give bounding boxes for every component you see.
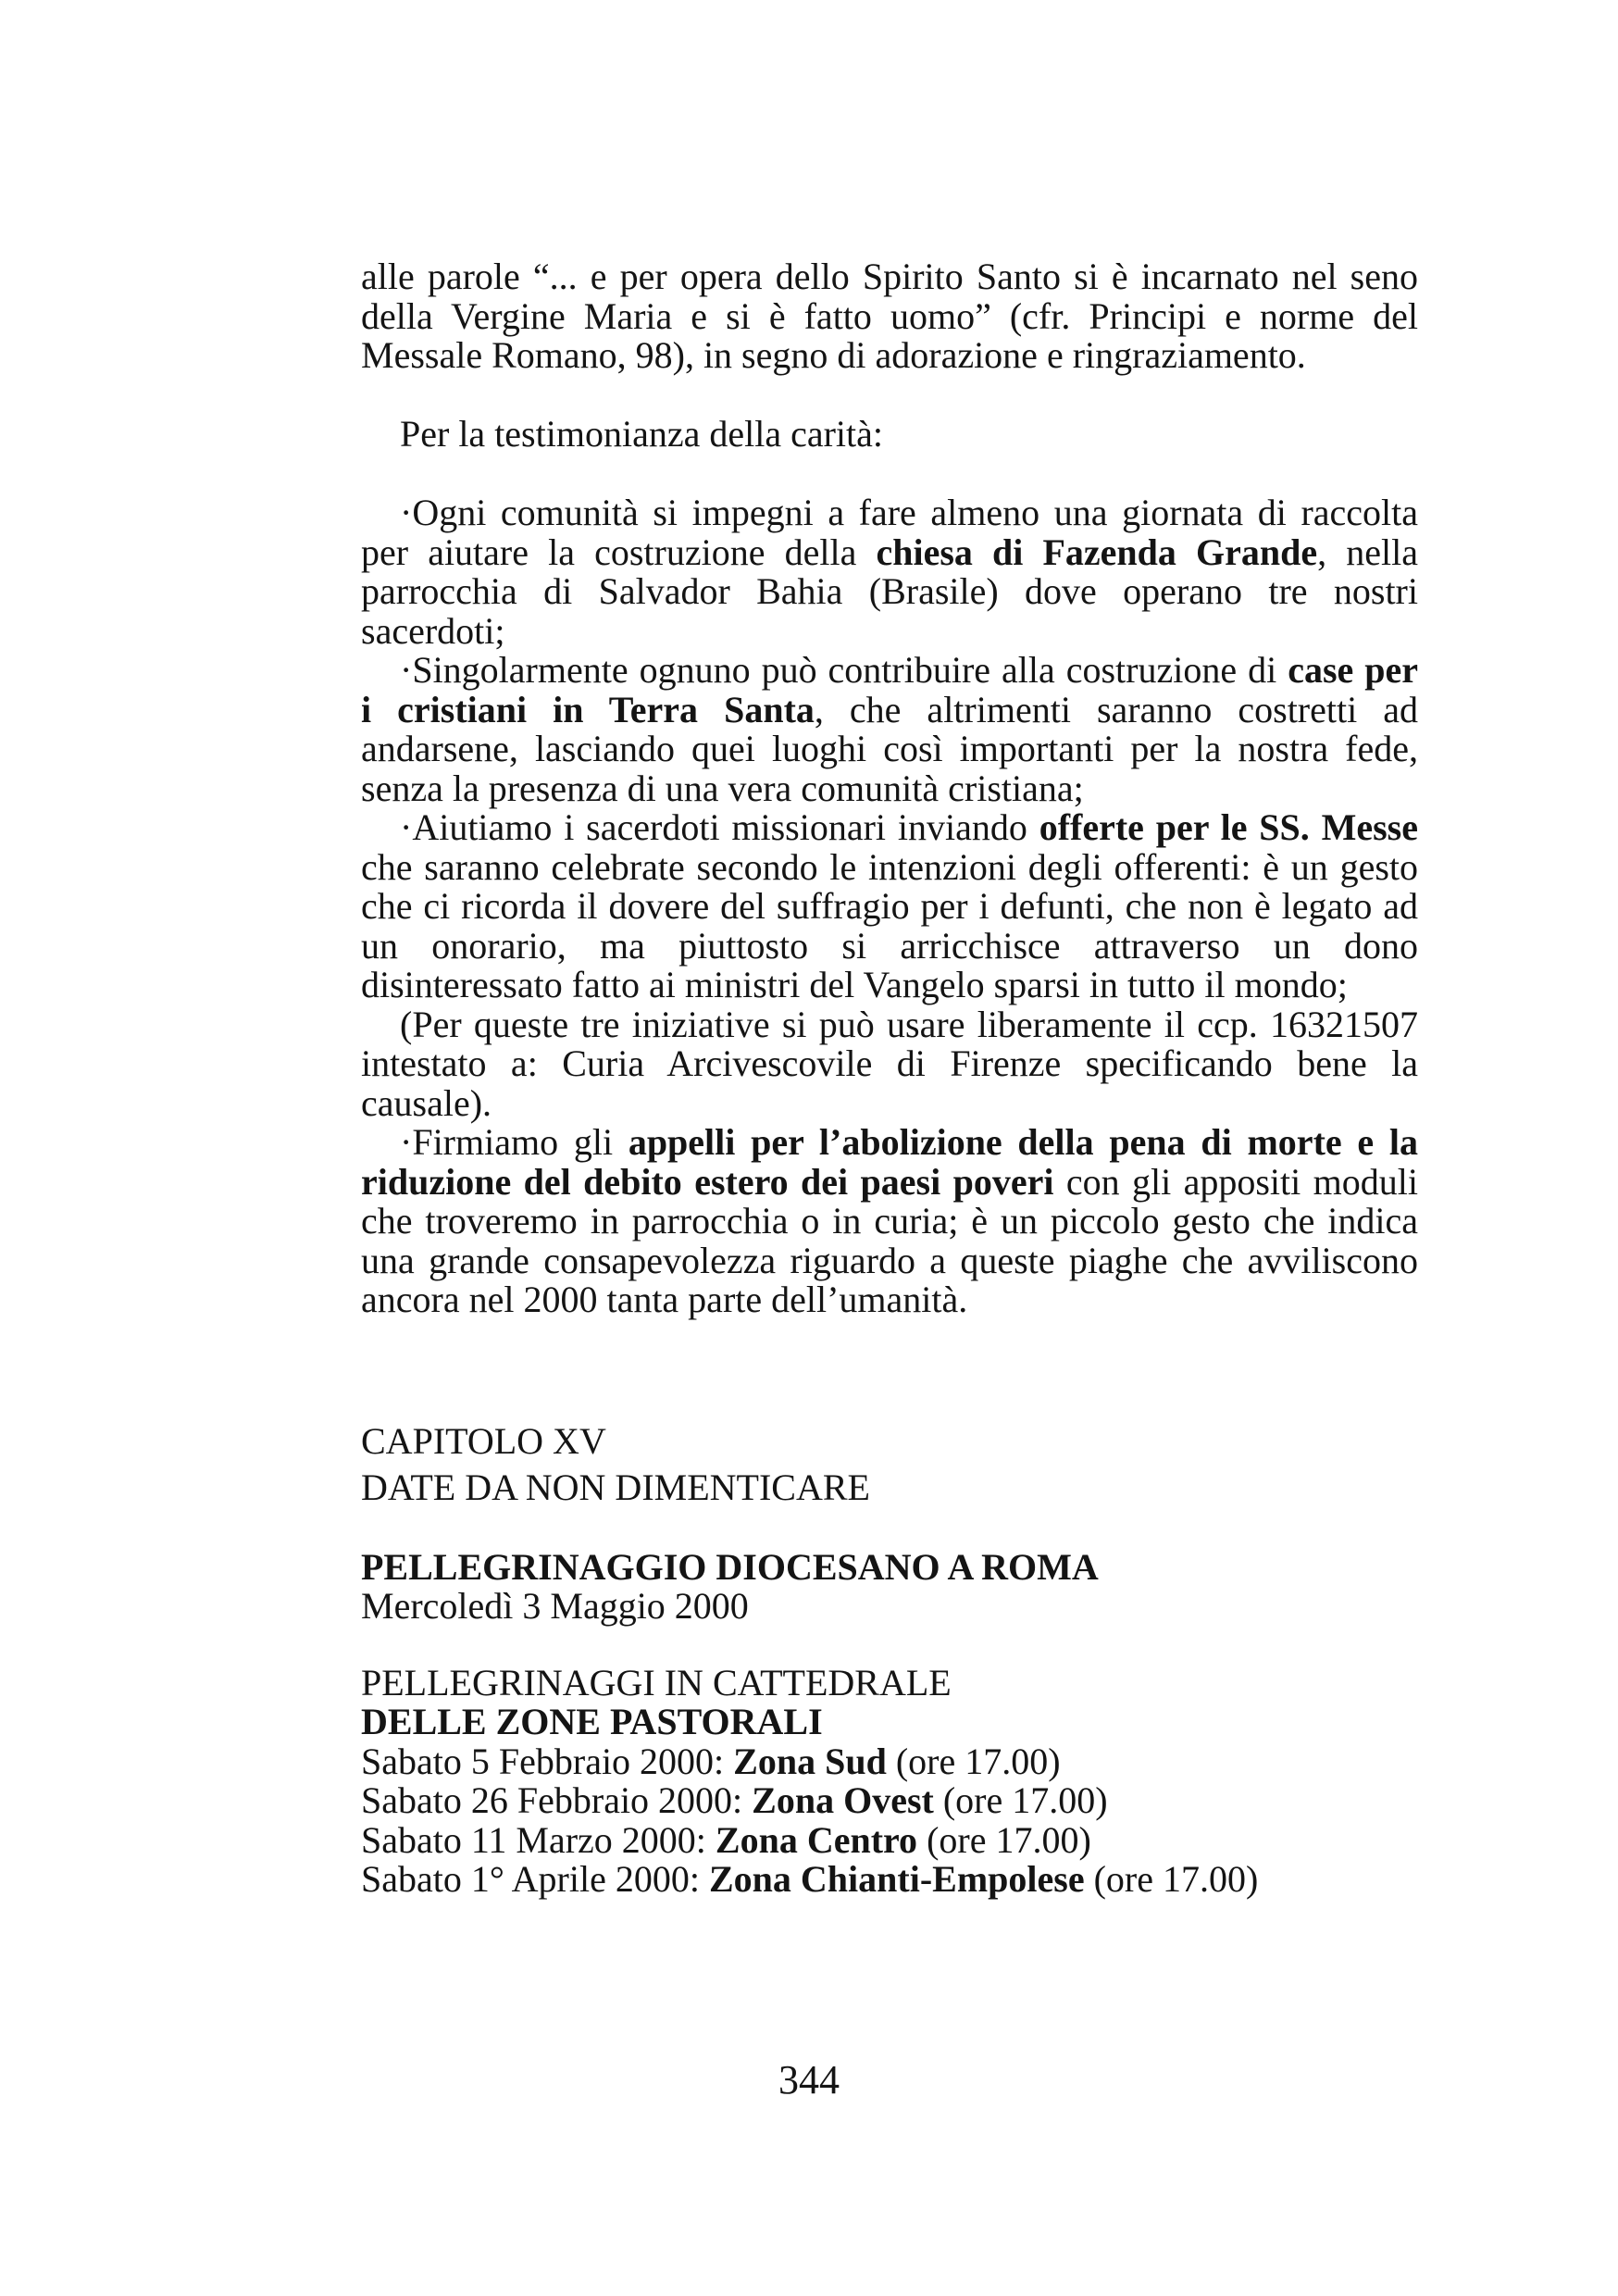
spacer	[361, 1627, 1418, 1664]
event-time: (ore 17.00)	[1084, 1858, 1259, 1900]
paragraph-ccp-note: (Per queste tre iniziative si può usare liberamente il ccp. 16321507 intestato a: Curia Arcivescovile di Firenze specificando bene la causale).	[361, 1003, 1418, 1124]
event-zone: Zona Centro	[715, 1818, 918, 1861]
bold-text-segment: chiesa di Fazenda Grande	[876, 530, 1318, 573]
cathedral-heading-line2-text: DELLE ZONE PASTORALI	[361, 1701, 823, 1742]
bold-text-segment: appelli per l’abolizione della pena di morte e la riduzione del debito estero dei paesi poveri	[361, 1121, 1418, 1203]
event-zone: Zona Chianti-Empolese	[708, 1858, 1085, 1900]
bold-text-segment: case per i cristiani in Terra Santa	[361, 649, 1419, 730]
spacer	[361, 1320, 1418, 1379]
spacer	[361, 376, 1418, 415]
event-row	[361, 1818, 1418, 1861]
paragraph-appelli	[361, 1123, 1418, 1320]
paragraph-fazenda-grande	[361, 493, 1418, 651]
cathedral-heading-line1: PELLEGRINAGGI IN CATTEDRALE	[361, 1661, 952, 1703]
event-date: Sabato 5 Febbraio 2000:	[361, 1740, 734, 1782]
event-date: Sabato 26 Febbraio 2000:	[361, 1779, 753, 1821]
spacer	[361, 1511, 1418, 1548]
paragraph-terra-santa	[361, 651, 1418, 808]
text-segment: , che altrimenti saranno costretti ad andarsene, lasciando quei luoghi così importanti per la nostra fede, senza la presenza di una vera comunità cristiana;	[361, 688, 1418, 809]
event-row	[361, 1860, 1418, 1900]
pilgrimage-rome-title	[361, 1545, 1418, 1588]
event-zone: Zona Sud	[733, 1740, 887, 1782]
spacer	[361, 454, 1418, 493]
event-time: (ore 17.00)	[917, 1818, 1091, 1861]
chapter-title: DATE DA NON DIMENTICARE	[361, 1466, 870, 1508]
text-segment: che saranno celebrate secondo le intenzioni degli offerenti: è un gesto che ci ricorda il dovere del suffragio per i defunti, che non è legato ad un onorario, ma piuttosto si arricchisce attraverso un dono disinteressato fatto ai ministri del Vangelo sparsi in tutto il mondo;	[361, 845, 1418, 1005]
chapter-number: CAPITOLO XV	[361, 1419, 606, 1462]
pilgrimage-rome-title-text: PELLEGRINAGGIO DIOCESANO A ROMA	[361, 1545, 1099, 1588]
text-segment: ·Ogni comunità si impegni a fare almeno una giornata di raccolta per aiutare la costruzione della	[361, 492, 1418, 573]
event-row	[361, 1781, 1418, 1821]
text-segment: ·Singolarmente ognuno può contribuire alla costruzione di	[400, 649, 1288, 691]
event-time: (ore 17.00)	[886, 1740, 1061, 1782]
paragraph-creed-continuation: alle parole “... e per opera dello Spirito Santo si è incarnato nel seno della Vergine Maria e si è fatto uomo” (cfr. Principi e norme del Messale Romano, 98), in segno di adorazione e ringraziamento.	[361, 256, 1418, 376]
event-row	[361, 1742, 1418, 1782]
text-segment: ·Firmiamo gli	[400, 1121, 629, 1163]
paragraph-charity-intro: Per la testimonianza della carità:	[400, 412, 883, 455]
paragraph-offerte-messe	[361, 808, 1418, 1005]
event-date: Sabato 11 Marzo 2000:	[361, 1818, 716, 1861]
cathedral-heading-line2	[361, 1703, 1418, 1742]
spacer	[361, 1379, 1418, 1418]
text-segment: con gli appositi moduli che troveremo in parrocchia o in curia; è un piccolo gesto che indica una grande consapevolezza riguardo a queste piaghe che avviliscono ancora nel 2000 tanta parte dell’umanità.	[361, 1160, 1418, 1320]
text-segment: , nella parrocchia di Salvador Bahia (Brasile) dove operano tre nostri sacerdoti;	[361, 530, 1419, 652]
pilgrimage-rome-date: Mercoledì 3 Maggio 2000	[361, 1585, 749, 1627]
page-number: 344	[778, 2057, 840, 2103]
main-text-block	[361, 257, 1418, 1900]
event-date: Sabato 1° Aprile 2000:	[361, 1858, 709, 1900]
pilgrimage-rome-section	[361, 1545, 1418, 1627]
event-time: (ore 17.00)	[933, 1779, 1108, 1821]
event-zone: Zona Ovest	[752, 1779, 934, 1821]
cathedral-pilgrimages-section	[361, 1661, 1418, 1900]
text-segment: ·Aiutiamo i sacerdoti missionari inviando	[400, 806, 1039, 848]
bold-text-segment: offerte per le SS. Messe	[1039, 806, 1419, 848]
